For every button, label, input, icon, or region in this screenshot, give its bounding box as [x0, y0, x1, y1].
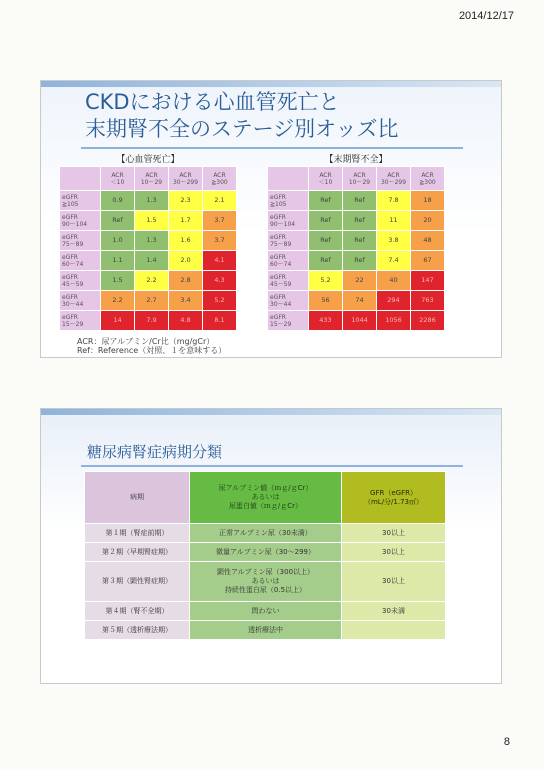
gfr-header-line1: GFR（eGFR） [370, 488, 417, 497]
egfr-label-line: eGFR [270, 253, 286, 261]
egfr-row [268, 251, 445, 271]
egfr-label-line: eGFR [270, 213, 286, 221]
odds-ratio-cell: 1.0 [101, 231, 135, 251]
odds-ratio-cell: 1.5 [101, 271, 135, 291]
egfr-row [268, 311, 445, 331]
acr-header-line: 10〜29 [140, 178, 163, 186]
odds-ratio-cell: 2.2 [101, 291, 135, 311]
egfr-label-line: 45〜59 [62, 280, 84, 288]
egfr-row-header [60, 251, 101, 271]
page-number: 8 [503, 736, 510, 748]
acr-header-line: ＜10 [318, 178, 333, 186]
egfr-row [268, 291, 445, 311]
stage-name-cell: 第４期（腎不全期） [85, 602, 190, 621]
egfr-row [60, 211, 237, 231]
albumin-line: 問わない [251, 606, 280, 615]
egfr-label-line: eGFR [62, 293, 78, 301]
acr-header-line: ACR [179, 171, 192, 179]
odds-ratio-cell: 2.0 [169, 251, 203, 271]
odds-ratio-cell: 2.7 [135, 291, 169, 311]
slide-ckd-odds-ratio [40, 80, 502, 358]
egfr-row [268, 231, 445, 251]
acr-header-line: ACR [421, 171, 434, 179]
acr-column-header [411, 167, 445, 191]
odds-ratio-cell: 4.8 [169, 311, 203, 331]
albumin-line: 透析療法中 [248, 625, 283, 634]
egfr-label-line: 15〜29 [270, 320, 292, 328]
albumin-line: 正常アルブミン尿（30未満） [219, 528, 312, 537]
egfr-row [60, 311, 237, 331]
albumin-cell [190, 524, 342, 543]
albumin-cell [190, 621, 342, 640]
odds-ratio-cell: Ref [309, 231, 343, 251]
odds-ratio-cell: 1056 [377, 311, 411, 331]
egfr-label-line: eGFR [62, 233, 78, 241]
acr-column-header [377, 167, 411, 191]
egfr-label-line: eGFR [62, 213, 78, 221]
acr-header-line: 10〜29 [348, 178, 371, 186]
odds-ratio-cell: 2286 [411, 311, 445, 331]
odds-ratio-cell: 18 [411, 191, 445, 211]
odds-ratio-cell: 7.9 [135, 311, 169, 331]
odds-ratio-cell: Ref [343, 251, 377, 271]
egfr-label-line: eGFR [270, 233, 286, 241]
gfr-cell: 30以上 [342, 543, 446, 562]
gfr-cell [342, 621, 446, 640]
egfr-row-header [268, 251, 309, 271]
egfr-row-header [268, 191, 309, 211]
egfr-label-line: 90〜104 [270, 220, 296, 228]
acr-header-line: ≧300 [419, 178, 436, 186]
egfr-row-header [268, 291, 309, 311]
stage-name-cell: 第２期（早期腎症期） [85, 543, 190, 562]
acr-header-line: ACR [213, 171, 226, 179]
egfr-label-line: 15〜29 [62, 320, 84, 328]
egfr-row [60, 271, 237, 291]
albumin-cell [190, 562, 342, 602]
odds-ratio-cell: 2.3 [169, 191, 203, 211]
stage-row [85, 562, 446, 602]
acr-column-header [343, 167, 377, 191]
odds-ratio-cell: 1.4 [135, 251, 169, 271]
odds-ratio-cell: 1.3 [135, 191, 169, 211]
slide-top-bar [41, 81, 501, 87]
document-date: 2014/12/17 [458, 10, 514, 22]
corner-cell [60, 167, 101, 191]
odds-ratio-cell: 2.8 [169, 271, 203, 291]
egfr-row-header [60, 231, 101, 251]
acr-note: ACR：尿アルブミン/Cr比（mg/gCr） [77, 337, 215, 346]
albumin-line: 持続性蛋白尿（0.5以上） [224, 586, 307, 594]
stage-name-cell: 第５期（透析療法期） [85, 621, 190, 640]
title-underline [81, 465, 463, 467]
acr-column-header [101, 167, 135, 191]
esrd-table-block [267, 155, 445, 331]
slide2-title: 糖尿病腎症病期分類 [87, 443, 223, 461]
odds-ratio-cell: Ref [309, 211, 343, 231]
albumin-line: 微量アルブミン尿（30〜299） [216, 547, 315, 556]
odds-ratio-cell: 48 [411, 231, 445, 251]
odds-ratio-cell: 5.2 [203, 291, 237, 311]
nephropathy-stage-table [84, 471, 446, 640]
egfr-label-line: 60〜74 [62, 260, 84, 268]
stage-name-cell: 第１期（腎症前期） [85, 524, 190, 543]
egfr-label-line: 60〜74 [270, 260, 292, 268]
odds-ratio-cell: 2.2 [135, 271, 169, 291]
egfr-row-header [60, 291, 101, 311]
egfr-label-line: eGFR [62, 313, 78, 321]
odds-ratio-cell: Ref [343, 211, 377, 231]
odds-ratio-cell: 4.3 [203, 271, 237, 291]
acr-header-line: ≧300 [211, 178, 228, 186]
odds-ratio-cell: 7.8 [377, 191, 411, 211]
egfr-label-line: eGFR [62, 193, 78, 201]
egfr-label-line: eGFR [62, 273, 78, 281]
stage-row [85, 621, 446, 640]
gfr-cell: 30以上 [342, 562, 446, 602]
egfr-row [60, 291, 237, 311]
egfr-label-line: 75〜89 [270, 240, 292, 248]
odds-ratio-cell: 3.7 [203, 231, 237, 251]
acr-header-line: ACR [111, 171, 124, 179]
odds-ratio-cell: 7.4 [377, 251, 411, 271]
egfr-row [60, 251, 237, 271]
egfr-label-line: 30〜44 [62, 300, 84, 308]
egfr-label-line: eGFR [62, 253, 78, 261]
odds-ratio-cell: 3.8 [377, 231, 411, 251]
acr-header-line: 30〜299 [380, 178, 407, 186]
stage-header: 病期 [85, 472, 190, 524]
odds-ratio-cell: 20 [411, 211, 445, 231]
stage-name-cell: 第３期（顕性腎症期） [85, 562, 190, 602]
acr-column-header [203, 167, 237, 191]
acr-header-line: ACR [319, 171, 332, 179]
albumin-line: あるいは [251, 577, 280, 585]
egfr-label-line: eGFR [270, 193, 286, 201]
acr-header-line: ACR [353, 171, 366, 179]
slide1-title-line1: CKDにおける心血管死亡と [85, 90, 340, 114]
egfr-row-header [268, 211, 309, 231]
egfr-row-header [60, 271, 101, 291]
odds-ratio-cell: 8.1 [203, 311, 237, 331]
slide-top-bar [41, 409, 501, 415]
albumin-header-line2: あるいは [251, 493, 280, 501]
odds-ratio-cell: 1.3 [135, 231, 169, 251]
egfr-label-line: 75〜89 [62, 240, 84, 248]
odds-ratio-cell: Ref [309, 191, 343, 211]
odds-ratio-cell: 147 [411, 271, 445, 291]
stage-row [85, 602, 446, 621]
acr-column-header [309, 167, 343, 191]
odds-ratio-cell: 4.1 [203, 251, 237, 271]
egfr-label-line: ≧105 [62, 200, 79, 208]
odds-ratio-cell: Ref [343, 231, 377, 251]
egfr-row-header [60, 311, 101, 331]
odds-ratio-cell: 1.1 [101, 251, 135, 271]
gfr-header [342, 472, 446, 524]
odds-ratio-cell: 1044 [343, 311, 377, 331]
odds-ratio-cell: 2.1 [203, 191, 237, 211]
esrd-caption: 【末期腎不全】 [324, 155, 388, 165]
odds-ratio-cell: 11 [377, 211, 411, 231]
albumin-header-line3: 尿蛋白値（ｍｇ/ｇCr） [228, 502, 303, 510]
odds-ratio-cell: 1.6 [169, 231, 203, 251]
ref-note: Ref：Reference（対照、１を意味する） [77, 346, 227, 355]
cardiovascular-death-table [59, 166, 237, 331]
odds-ratio-cell: Ref [309, 251, 343, 271]
cardiovascular-death-caption: 【心血管死亡】 [116, 155, 180, 165]
acr-header-line: ACR [387, 171, 400, 179]
albumin-header [190, 472, 342, 524]
egfr-row-header [60, 191, 101, 211]
slide1-footnote [77, 337, 226, 355]
odds-ratio-cell: 1.7 [169, 211, 203, 231]
egfr-row-header [268, 271, 309, 291]
odds-ratio-cell: 1.5 [135, 211, 169, 231]
odds-ratio-cell: 22 [343, 271, 377, 291]
odds-ratio-cell: 763 [411, 291, 445, 311]
egfr-row [60, 191, 237, 211]
egfr-label-line: 30〜44 [270, 300, 292, 308]
stage-row [85, 524, 446, 543]
slide1-title-line2: 末期腎不全のステージ別オッズ比 [85, 117, 399, 141]
acr-header-line: 30〜299 [172, 178, 199, 186]
egfr-row [60, 231, 237, 251]
albumin-cell [190, 543, 342, 562]
egfr-row-header [268, 231, 309, 251]
odds-ratio-cell: 294 [377, 291, 411, 311]
slide1-title [85, 89, 399, 143]
odds-ratio-cell: 433 [309, 311, 343, 331]
odds-ratio-cell: 56 [309, 291, 343, 311]
gfr-header-line2: （mL/分/1.73㎡） [363, 497, 424, 506]
egfr-row-header [268, 311, 309, 331]
egfr-row-header [60, 211, 101, 231]
acr-column-header [135, 167, 169, 191]
odds-ratio-cell: 0.9 [101, 191, 135, 211]
albumin-cell [190, 602, 342, 621]
egfr-row [268, 271, 445, 291]
odds-ratio-cell: 5.2 [309, 271, 343, 291]
albumin-header-line1: 尿アルブミン値（ｍｇ/ｇCr） [218, 484, 313, 492]
odds-ratio-cell: 3.4 [169, 291, 203, 311]
egfr-label-line: eGFR [270, 293, 286, 301]
egfr-label-line: eGFR [270, 273, 286, 281]
albumin-line: 顕性アルブミン尿（300以上） [216, 568, 315, 576]
cardiovascular-death-table-block [59, 155, 237, 331]
corner-cell [268, 167, 309, 191]
acr-column-header [169, 167, 203, 191]
egfr-label-line: 90〜104 [62, 220, 88, 228]
odds-ratio-cell: Ref [343, 191, 377, 211]
odds-ratio-cell: 3.7 [203, 211, 237, 231]
egfr-row [268, 191, 445, 211]
odds-ratio-cell: 40 [377, 271, 411, 291]
acr-header-line: ACR [145, 171, 158, 179]
egfr-label-line: 45〜59 [270, 280, 292, 288]
esrd-table [267, 166, 445, 331]
egfr-label-line: ≧105 [270, 200, 287, 208]
gfr-cell: 30以上 [342, 524, 446, 543]
odds-ratio-cell: Ref [101, 211, 135, 231]
acr-header-line: ＜10 [110, 178, 125, 186]
odds-ratio-cell: 74 [343, 291, 377, 311]
egfr-label-line: eGFR [270, 313, 286, 321]
stage-row [85, 543, 446, 562]
gfr-cell: 30未満 [342, 602, 446, 621]
egfr-row [268, 211, 445, 231]
odds-ratio-cell: 67 [411, 251, 445, 271]
odds-ratio-cell: 14 [101, 311, 135, 331]
slide-diabetic-nephropathy-stages [40, 408, 502, 684]
title-underline [81, 147, 463, 149]
